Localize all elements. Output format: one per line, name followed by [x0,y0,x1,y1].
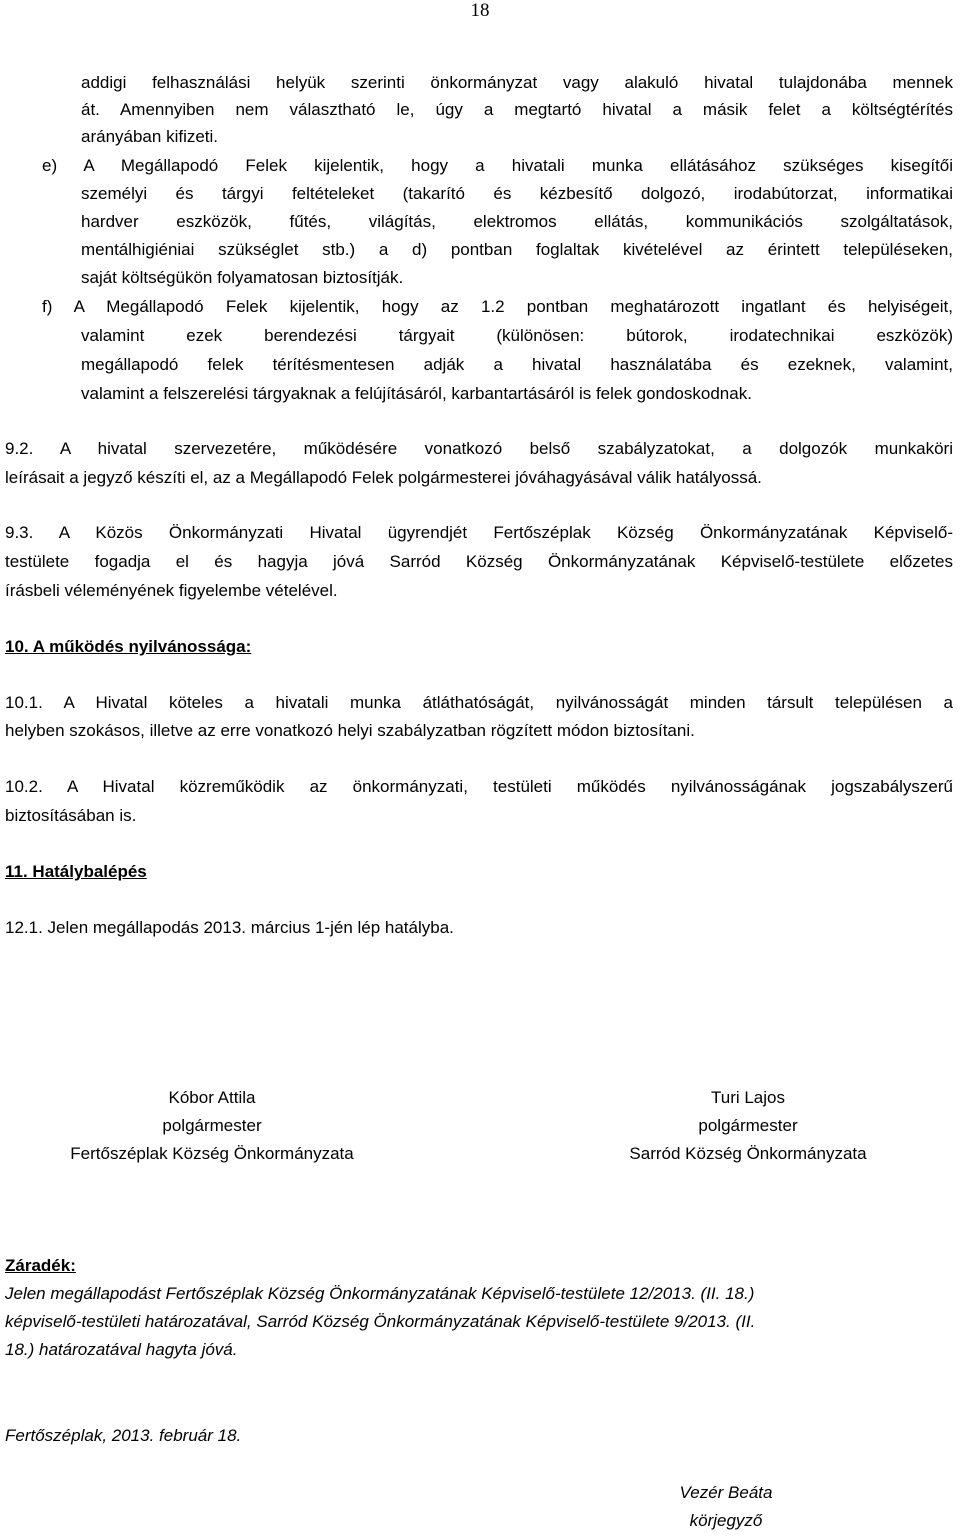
text-line: Jelen megállapodást Fertőszéplak Község Önkormányzatának Képviselő-testülete 12/2013. (II. 18.) [5,1284,755,1303]
text-line: 18.) határozatával hagyta jóvá. [5,1340,238,1359]
text-line: arányában kifizeti. [81,127,219,146]
text-line: hardver eszközök, fűtés, világítás, elektromos ellátás, kommunikációs szolgáltatások, [81,212,953,231]
text-line: f) A Megállapodó Felek kijelentik, hogy az 1.2 pontban meghatározott ingatlant és helyiségeit, [42,297,953,316]
clause-heading: Záradék: [5,1256,76,1275]
text-line: 10.2. A Hivatal közreműködik az önkormányzati, testületi működés nyilvánosságának jogszabályszerű [5,777,953,796]
signatory-name: Turi Lajos [710,1088,785,1107]
signatory-title: polgármester [162,1116,262,1135]
notary-name: Vezér Beáta [679,1483,773,1502]
text-line: addigi felhasználási helyük szerinti önkormányzat vagy alakuló hivatal tulajdonába mennek [81,73,953,92]
text-line: mentálhigiéniai szükséglet stb.) a d) pontban foglaltak kivételével az érintett településeken, [81,240,953,259]
text-line: saját költségükön folyamatosan biztosítják. [81,268,404,287]
text-line: leírásait a jegyző készíti el, az a Megállapodó Felek polgármesterei jóváhagyásával válik hatályossá. [5,468,762,487]
text-line: képviselő-testületi határozatával, Sarród Község Önkormányzatának Képviselő-testülete 9/2013. (II. [5,1312,756,1331]
text-line: személyi és tárgyi feltételeket (takarító és kézbesítő dolgozó, irodabútorzat, informatikai [81,184,953,203]
text-line: biztosításában is. [5,806,137,825]
notary-title: körjegyző [689,1511,763,1530]
text-line: 9.3. A Közös Önkormányzati Hivatal ügyrendjét Fertőszéplak Község Önkormányzatának Képviselő- [5,523,953,542]
text-line: megállapodó felek térítésmentesen adják a hivatal használatába és ezeknek, valamint, [81,355,953,374]
text-line: valamint ezek berendezési tárgyait (különösen: bútorok, irodatechnikai eszközök) [81,326,953,345]
section-heading-10: 10. A működés nyilvánossága: [5,637,252,656]
text-line: 10.1. A Hivatal köteles a hivatali munka átláthatóságát, nyilvánosságát minden társult településen a [5,693,953,712]
section-heading-11: 11. Hatálybalépés [5,862,147,881]
signatory-organization: Fertőszéplak Község Önkormányzata [70,1144,354,1163]
page-number: 18 [470,0,490,21]
paragraph-12-1: 12.1. Jelen megállapodás 2013. március 1-jén lép hatályba. [5,918,454,937]
text-line: e) A Megállapodó Felek kijelentik, hogy a hivatali munka ellátásához szükséges kisegítői [42,156,953,175]
signatory-name: Kóbor Attila [168,1088,256,1107]
text-line: írásbeli véleményének figyelembe vételével. [5,581,338,600]
text-line: át. Amennyiben nem választható le, úgy a megtartó hivatal a másik felet a költségtérítés [81,100,953,119]
signatory-organization: Sarród Község Önkormányzata [629,1144,867,1163]
text-line: 9.2. A hivatal szervezetére, működésére vonatkozó belső szabályzatokat, a dolgozók munkaköri [5,439,953,458]
text-line: valamint a felszerelési tárgyaknak a felújításáról, karbantartásáról is felek gondoskodnak. [81,384,752,403]
text-line: testülete fogadja el és hagyja jóvá Sarród Község Önkormányzatának Képviselő-testülete előzetes [5,552,953,571]
text-line: helyben szokásos, illetve az erre vonatkozó helyi szabályzatban rögzített módon biztosítani. [5,721,695,740]
place-date: Fertőszéplak, 2013. február 18. [5,1426,242,1445]
signatory-title: polgármester [698,1116,798,1135]
